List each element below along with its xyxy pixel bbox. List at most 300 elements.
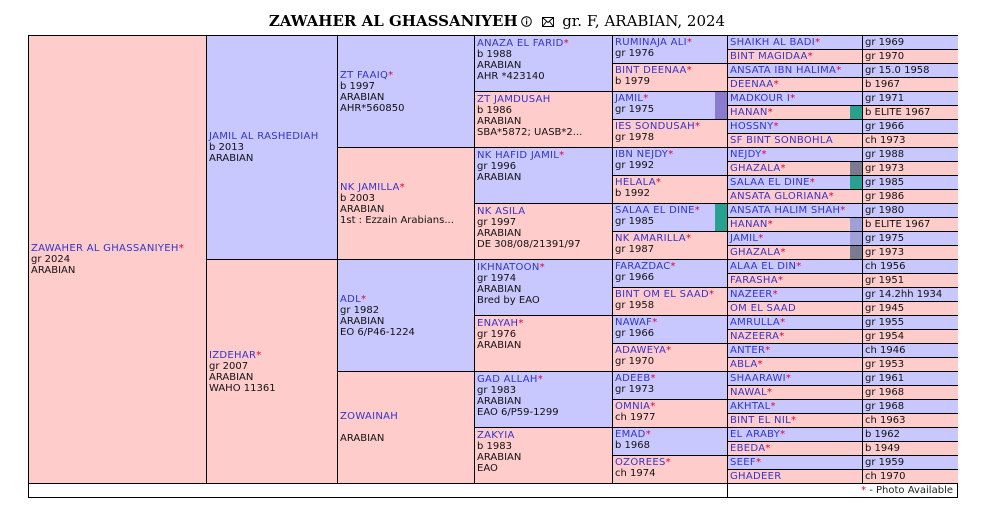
horse-name-link[interactable]: GHAZALA	[730, 163, 781, 174]
ancestor-info-cell	[863, 78, 958, 91]
horse-name-link[interactable]: ZOWAINAH	[340, 411, 399, 422]
page-title	[0, 12, 994, 31]
horse-name-line	[730, 163, 860, 174]
photo-available-icon[interactable]: *	[758, 233, 764, 244]
photo-available-icon[interactable]: *	[796, 261, 802, 272]
horse-breed: ARABIAN	[340, 433, 385, 444]
horse-name-link[interactable]: EL ARABY	[730, 429, 781, 440]
horse-registration: AHR*560850	[340, 102, 405, 114]
horse-name-link[interactable]: NK AMARILLA	[615, 233, 686, 244]
horse-name-line	[730, 289, 860, 300]
horse-registration: EO 6/P46-1224	[340, 326, 415, 338]
horse-name-link[interactable]: SEEF	[730, 457, 756, 468]
ancestor-info-cell	[863, 64, 958, 77]
horse-name-line	[730, 345, 860, 356]
photo-available-icon[interactable]: *	[780, 317, 786, 328]
horse-color-year: gr 1966	[615, 272, 655, 283]
photo-available-icon[interactable]: *	[178, 243, 184, 254]
horse-name-link[interactable]: GHADEER	[730, 471, 782, 482]
ancestor-cell-gen6	[728, 400, 862, 413]
photo-available-icon[interactable]: *	[765, 345, 771, 356]
horse-color-year: b 2013	[209, 142, 244, 153]
photo-available-icon[interactable]: *	[650, 373, 656, 384]
photo-available-icon[interactable]: *	[767, 107, 773, 118]
horse-name-line	[615, 345, 725, 356]
horse-name-line	[730, 275, 860, 286]
photo-available-icon[interactable]: *	[770, 401, 776, 412]
horse-name-link[interactable]: RUMINAJA ALI	[615, 37, 687, 48]
horse-name-line	[615, 429, 725, 440]
horse-name-link[interactable]: HELALA	[615, 177, 656, 188]
horse-color-year: gr 14.2hh 1934	[865, 289, 943, 300]
horse-name-link[interactable]: OM EL SAAD	[730, 303, 796, 314]
horse-color-year: b 1992	[615, 188, 650, 199]
photo-available-icon[interactable]: *	[361, 293, 367, 305]
horse-color-year: gr 1974	[477, 273, 517, 284]
horse-color-year: gr 1983	[477, 385, 517, 396]
horse-name-line	[730, 191, 860, 202]
inbreeding-swatch	[850, 246, 862, 259]
photo-available-icon[interactable]: *	[773, 121, 779, 132]
great-grandparent-cell	[475, 36, 612, 91]
inbreeding-swatch	[850, 232, 862, 245]
horse-color-year: ch 1970	[865, 471, 906, 482]
horse-name-link[interactable]: BINT OM EL SAAD	[615, 289, 710, 300]
horse-color-year: b 1983	[477, 441, 512, 452]
photo-available-icon[interactable]: *	[780, 247, 786, 258]
great-grandparent-cell	[475, 92, 612, 147]
horse-color-year: b ELITE 1967	[865, 107, 931, 118]
horse-name-line	[730, 65, 860, 76]
horse-name-link[interactable]: ANSATA HALIM SHAH	[730, 205, 841, 216]
horse-name-line	[730, 37, 860, 48]
ancestor-info-cell	[863, 176, 958, 189]
ancestor-info-cell	[863, 274, 958, 287]
photo-available-icon[interactable]: *	[840, 205, 846, 216]
horse-name-line	[730, 331, 860, 342]
horse-name-link[interactable]: ZT FAAIQ	[340, 69, 389, 81]
photo-available-icon[interactable]: *	[643, 93, 649, 104]
photo-available-icon[interactable]: *	[790, 415, 796, 426]
horse-name-link[interactable]: ENAYAH	[477, 318, 519, 329]
horse-name-link[interactable]: BINT DEENAA	[615, 65, 687, 76]
horse-name-line	[730, 121, 860, 132]
ancestor-cell-gen5	[613, 428, 727, 455]
horse-color-year: gr 1966	[865, 121, 905, 132]
horse-name-line	[730, 359, 860, 370]
horse-name-link[interactable]: SHAARAWI	[730, 373, 786, 384]
horse-name-link[interactable]: ADAWEYA	[615, 345, 667, 356]
horse-name-link[interactable]: GHAZALA	[730, 247, 781, 258]
horse-color-year: gr 1976	[615, 48, 655, 59]
ancestor-info-cell	[863, 50, 958, 63]
horse-name-line	[730, 51, 860, 62]
horse-name-line	[730, 219, 860, 230]
footer-legend-cell	[728, 484, 957, 497]
horse-name-line	[340, 182, 472, 193]
horse-color-year: gr 1966	[615, 328, 655, 339]
photo-available-icon[interactable]: *	[761, 149, 767, 160]
horse-name-line	[730, 429, 860, 440]
photo-available-icon[interactable]: *	[772, 289, 778, 300]
horse-name-link[interactable]: BINT EL NIL	[730, 415, 791, 426]
horse-color-year: gr 1996	[477, 161, 517, 172]
horse-breed: ARABIAN	[477, 116, 522, 127]
photo-available-icon[interactable]: *	[767, 387, 773, 398]
sire-cell	[207, 36, 337, 259]
horse-name-link[interactable]: NAWAF	[615, 317, 653, 328]
horse-breed: ARABIAN	[209, 371, 254, 383]
horse-color-year: ch 1974	[615, 468, 656, 479]
ancestor-info-cell	[863, 260, 958, 273]
horse-name-link[interactable]: ANSATA IBN HALIMA	[730, 65, 837, 76]
horse-name-link[interactable]: IKHNATOON	[477, 262, 540, 273]
horse-name-link[interactable]: OMNIA	[615, 401, 651, 412]
horse-name: ZAWAHER AL GHASSANIYEH	[268, 12, 518, 30]
ancestor-cell-gen5	[613, 232, 727, 259]
horse-name-link[interactable]: ABLA	[730, 359, 758, 370]
horse-name-link[interactable]: ANTER	[730, 345, 766, 356]
ancestor-cell-gen6	[728, 120, 862, 133]
great-grandparent-cell	[475, 148, 612, 203]
horse-registration: EAO 6/P59-1299	[477, 407, 559, 418]
horse-name-link[interactable]: NK HAFID JAMIL	[477, 150, 560, 161]
horse-name-line	[730, 387, 860, 398]
subject-horse-cell	[29, 36, 206, 483]
horse-breed: ARABIAN	[477, 172, 522, 183]
ancestor-cell-gen5	[613, 372, 727, 399]
horse-details: gr. F, ARABIAN, 2024	[562, 12, 726, 30]
ancestor-info-cell	[863, 288, 958, 301]
horse-color-year: gr 2024	[31, 254, 71, 265]
ancestor-cell-gen6	[728, 288, 862, 301]
horse-name-line	[730, 471, 860, 482]
horse-name-link[interactable]: HANAN	[730, 107, 768, 118]
horse-name-link[interactable]: NK ASILA	[477, 206, 526, 217]
horse-breed: ARABIAN	[477, 284, 522, 295]
photo-available-icon[interactable]: *	[836, 65, 842, 76]
ancestor-cell-gen5	[613, 148, 727, 175]
horse-color-year: b 1988	[477, 49, 512, 60]
horse-name-line	[730, 233, 860, 244]
photo-available-icon[interactable]: *	[539, 262, 545, 273]
horse-name-line	[730, 415, 860, 426]
photo-available-icon[interactable]: *	[686, 65, 692, 76]
ancestor-cell-gen6	[728, 134, 862, 147]
ancestor-cell-gen6	[728, 218, 862, 231]
horse-name-line	[340, 411, 472, 422]
horse-name-link[interactable]: ADEEB	[615, 373, 651, 384]
photo-available-icon[interactable]: *	[780, 163, 786, 174]
horse-breed: ARABIAN	[477, 60, 522, 71]
photo-available-icon[interactable]: *	[695, 121, 701, 132]
horse-color-year: gr 1985	[865, 177, 905, 188]
horse-name-line	[477, 94, 610, 105]
horse-name-link[interactable]: SF BINT SONBOHLA	[730, 135, 834, 146]
ancestor-cell-gen6	[728, 176, 862, 189]
photo-available-icon[interactable]: *	[785, 373, 791, 384]
great-grandparent-cell	[475, 260, 612, 315]
horse-color-year: gr 1970	[865, 51, 905, 62]
ancestor-cell-gen5	[613, 176, 727, 203]
photo-available-icon[interactable]: *	[518, 318, 524, 329]
inbreeding-swatch	[715, 204, 727, 231]
ancestor-cell-gen6	[728, 162, 862, 175]
horse-name-line	[730, 79, 860, 90]
horse-color-year: gr 1955	[865, 317, 905, 328]
horse-name-line	[477, 150, 610, 161]
horse-name-line	[615, 233, 725, 244]
horse-name-line	[615, 373, 725, 384]
photo-available-icon[interactable]: *	[655, 177, 661, 188]
horse-name-line	[477, 262, 610, 273]
ancestor-info-cell	[863, 92, 958, 105]
horse-registration: SBA*5872; UASB*2...	[477, 127, 583, 138]
horse-registration: DE 308/08/21391/97	[477, 239, 581, 250]
ancestor-cell-gen6	[728, 106, 862, 119]
ancestor-cell-gen6	[728, 442, 862, 455]
horse-name-line	[477, 374, 610, 385]
footer-blank-cell	[29, 484, 727, 497]
horse-color-year: b 1967	[865, 79, 900, 90]
horse-registration: 1st : Ezzain Arabians...	[340, 214, 454, 226]
horse-color-year: ch 1973	[865, 135, 906, 146]
ancestor-cell-gen6	[728, 92, 862, 105]
ancestor-cell-gen5	[613, 400, 727, 427]
photo-available-icon[interactable]: *	[645, 429, 651, 440]
pedigree-table	[28, 35, 958, 498]
ancestor-cell-gen6	[728, 204, 862, 217]
horse-name-link[interactable]: EMAD	[615, 429, 646, 440]
photo-available-icon[interactable]: *	[815, 37, 821, 48]
horse-name-line	[730, 247, 860, 258]
ancestor-cell-gen6	[728, 260, 862, 273]
horse-name-link[interactable]: JAMIL AL RASHEDIAH	[209, 131, 319, 142]
photo-available-icon[interactable]: *	[537, 374, 543, 385]
photo-available-icon[interactable]: *	[650, 401, 656, 412]
horse-color-year: b 1997	[340, 80, 375, 92]
great-grandparent-cell	[475, 316, 612, 371]
horse-name-line	[730, 443, 860, 454]
horse-name-line	[615, 121, 725, 132]
ancestor-cell-gen6	[728, 36, 862, 49]
photo-available-icon[interactable]: *	[563, 38, 569, 49]
horse-name-link[interactable]: JAMIL	[730, 233, 759, 244]
horse-color-year: b 1962	[865, 429, 900, 440]
ancestor-cell-gen5	[613, 120, 727, 147]
horse-name-link[interactable]: IES SONDUSAH	[615, 121, 696, 132]
horse-color-year: gr 1976	[477, 329, 517, 340]
photo-available-icon[interactable]: *	[779, 331, 785, 342]
horse-name-link[interactable]: NAWAL	[730, 387, 768, 398]
photo-available-icon[interactable]: *	[666, 345, 672, 356]
horse-name-link[interactable]: OZOREES	[615, 457, 666, 468]
horse-name-line	[477, 206, 610, 217]
ancestor-cell-gen6	[728, 232, 862, 245]
horse-name-line	[615, 457, 725, 468]
horse-name-link[interactable]: NAZEER	[730, 289, 773, 300]
horse-name-line	[615, 177, 725, 188]
photo-available-icon[interactable]: *	[790, 93, 796, 104]
horse-name-line	[730, 261, 860, 272]
horse-name-link[interactable]: ZAKYIA	[477, 430, 515, 441]
horse-name-line	[730, 457, 860, 468]
horse-color-year: ch 1946	[865, 345, 906, 356]
horse-name-link[interactable]: ADL	[340, 293, 362, 305]
horse-name-link[interactable]: BINT MAGIDAA	[730, 51, 808, 62]
horse-name-link[interactable]: HOSSNY	[730, 121, 774, 132]
grandparent-cell	[338, 372, 474, 483]
horse-name-link[interactable]: NAZEERA	[730, 331, 780, 342]
ancestor-info-cell	[863, 246, 958, 259]
photo-available-icon[interactable]: *	[755, 457, 761, 468]
ancestor-cell-gen6	[728, 414, 862, 427]
horse-name-link[interactable]: ZAWAHER AL GHASSANIYEH	[31, 243, 179, 254]
ancestor-cell-gen6	[728, 316, 862, 329]
photo-legend	[861, 485, 953, 496]
ancestor-cell-gen5	[613, 64, 727, 91]
horse-name-link[interactable]: ALAA EL DIN	[730, 261, 797, 272]
horse-name-link[interactable]: GAD ALLAH	[477, 374, 538, 385]
ancestor-info-cell	[863, 414, 958, 427]
horse-name-link[interactable]: NK JAMILLA	[340, 181, 400, 193]
horse-name-link[interactable]: EBEDA	[730, 443, 766, 454]
horse-color-year: gr 15.0 1958	[865, 65, 930, 76]
horse-name-link[interactable]: HANAN	[730, 219, 768, 230]
photo-available-icon[interactable]: *	[685, 233, 691, 244]
photo-available-icon[interactable]: *	[767, 219, 773, 230]
horse-color-year: gr 1986	[865, 191, 905, 202]
horse-color-year: b 1986	[477, 105, 512, 116]
horse-name-line	[730, 317, 860, 328]
horse-color-year: ch 1977	[615, 412, 656, 423]
ancestor-cell-gen6	[728, 302, 862, 315]
horse-color-year: gr 1975	[865, 233, 905, 244]
envelope-icon[interactable]	[542, 13, 554, 31]
ancestor-cell-gen5	[613, 456, 727, 483]
horse-registration: WAHO 11361	[209, 382, 276, 394]
horse-name-link[interactable]: ANAZA EL FARID	[477, 38, 564, 49]
horse-name-line	[730, 135, 860, 146]
horse-name-link[interactable]: JAMIL	[615, 93, 644, 104]
horse-breed: ARABIAN	[340, 203, 385, 215]
horse-name-line	[209, 131, 335, 142]
photo-available-icon[interactable]: *	[256, 349, 262, 361]
photo-available-icon[interactable]: *	[709, 289, 715, 300]
photo-available-icon[interactable]: *	[694, 205, 700, 216]
horse-color-year: gr 1959	[865, 457, 905, 468]
horse-name-line	[615, 65, 725, 76]
horse-color-year: ch 1963	[865, 415, 906, 426]
horse-name-link[interactable]: ANSATA GLORIANA	[730, 191, 829, 202]
horse-name-link[interactable]: NEJDY	[730, 149, 762, 160]
photo-available-icon[interactable]: *	[777, 275, 783, 286]
horse-registration: EAO	[477, 463, 498, 474]
dam-cell	[207, 260, 337, 483]
horse-breed: ARABIAN	[477, 340, 522, 351]
ancestor-cell-gen5	[613, 288, 727, 315]
photo-available-icon[interactable]: *	[559, 150, 565, 161]
photo-available-icon[interactable]: *	[686, 37, 692, 48]
ancestor-cell-gen6	[728, 78, 862, 91]
inbreeding-swatch	[850, 176, 862, 189]
horse-name-line	[31, 243, 204, 254]
horse-registration: AHR *423140	[477, 71, 545, 82]
horse-name-link[interactable]: FARASHA	[730, 275, 778, 286]
ancestor-info-cell	[863, 190, 958, 203]
horse-color-year: gr 1988	[865, 149, 905, 160]
horse-color-year: b 2003	[340, 192, 375, 204]
ancestor-info-cell	[863, 428, 958, 441]
ancestor-info-cell	[863, 232, 958, 245]
horse-color-year: ch 1956	[865, 261, 906, 272]
grandparent-cell	[338, 260, 474, 371]
horse-color-year: b 1968	[615, 440, 650, 451]
ancestor-cell-gen6	[728, 330, 862, 343]
photo-available-icon[interactable]: *	[809, 177, 815, 188]
horse-name-line	[730, 107, 860, 118]
horse-name-link[interactable]: AMRULLA	[730, 317, 781, 328]
horse-color-year: gr 1978	[615, 132, 655, 143]
photo-available-icon[interactable]: *	[807, 51, 813, 62]
photo-available-icon[interactable]: *	[670, 261, 676, 272]
horse-name-line	[615, 401, 725, 412]
photo-available-icon[interactable]: *	[757, 359, 763, 370]
photo-available-icon[interactable]: *	[399, 181, 405, 193]
ancestor-cell-gen6	[728, 386, 862, 399]
horse-name-line	[615, 205, 725, 216]
horse-name-link[interactable]: ZT JAMDUSAH	[477, 94, 551, 105]
photo-available-icon[interactable]: *	[780, 429, 786, 440]
horse-name-line	[615, 289, 725, 300]
ancestor-cell-gen6	[728, 246, 862, 259]
horse-name-link[interactable]: DEENAA	[730, 79, 774, 90]
photo-available-icon[interactable]: *	[773, 79, 779, 90]
photo-available-icon[interactable]: *	[665, 457, 671, 468]
horse-name-link[interactable]: IZDEHAR	[209, 349, 257, 361]
horse-name-line	[730, 93, 860, 104]
horse-color-year: gr 1973	[615, 384, 655, 395]
photo-available-icon[interactable]: *	[828, 191, 834, 202]
ancestor-cell-gen5	[613, 92, 727, 119]
horse-name-link[interactable]: AKHTAL	[730, 401, 771, 412]
grandparent-cell	[338, 36, 474, 147]
horse-name-line	[730, 401, 860, 412]
info-icon[interactable]	[521, 13, 532, 31]
photo-available-icon[interactable]: *	[765, 443, 771, 454]
photo-available-icon[interactable]: *	[668, 149, 674, 160]
horse-name-link[interactable]: MADKOUR I	[730, 93, 791, 104]
horse-breed: ARABIAN	[340, 315, 385, 327]
horse-name-link[interactable]: SALAA EL DINE	[730, 177, 810, 188]
horse-name-link[interactable]: FARAZDAC	[615, 261, 671, 272]
horse-name-line	[340, 70, 472, 81]
photo-available-icon[interactable]: *	[652, 317, 658, 328]
ancestor-info-cell	[863, 470, 958, 483]
horse-color-year: gr 1958	[615, 300, 655, 311]
horse-name-line	[615, 317, 725, 328]
horse-name-link[interactable]: IBN NEJDY	[615, 149, 669, 160]
horse-name-link[interactable]: SHAIKH AL BADI	[730, 37, 816, 48]
horse-name-link[interactable]: SALAA EL DINE	[615, 205, 695, 216]
ancestor-info-cell	[863, 204, 958, 217]
ancestor-cell-gen6	[728, 50, 862, 63]
ancestor-info-cell	[863, 36, 958, 49]
photo-available-icon[interactable]: *	[388, 69, 394, 81]
horse-name-line	[477, 318, 610, 329]
horse-color-year: gr 1968	[865, 387, 905, 398]
horse-name-line	[477, 38, 610, 49]
